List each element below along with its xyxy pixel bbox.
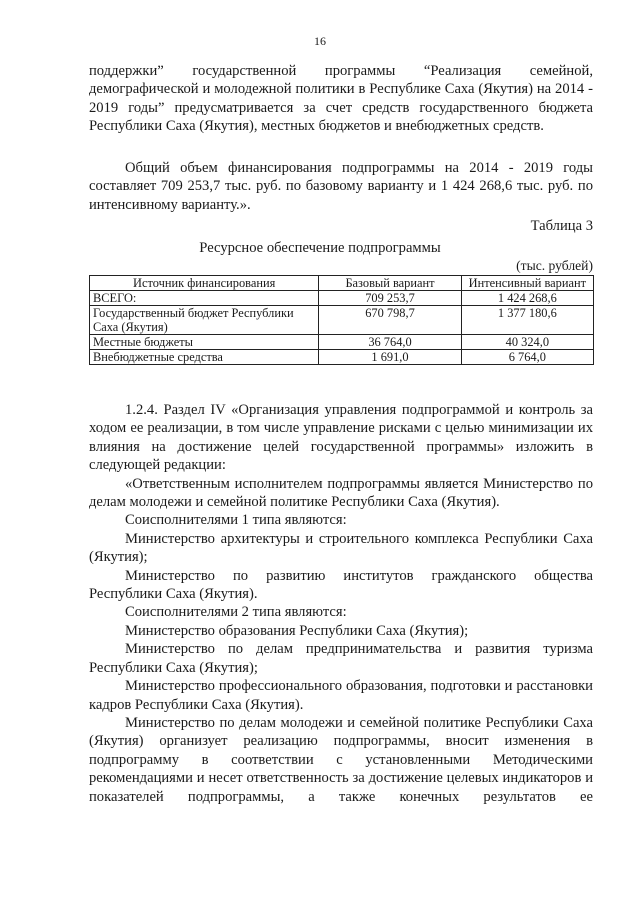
- resource-table: [89, 275, 594, 365]
- paragraph-responsible: «Ответственным исполнителем подпрограммы является Министерство по делам молодежи и семейной политике Республики Саха (Якутия).: [89, 475, 593, 511]
- table-unit: (тыс. рублей): [516, 258, 593, 273]
- paragraph-ministry-civil-society: Министерство по развитию институтов гражданского общества Республики Саха (Якутия).: [89, 567, 593, 603]
- paragraph-section-iv: 1.2.4. Раздел IV «Организация управления подпрограммой и контроль за ходом ее реализации, в том числе управление рисками с целью минимизации их влияния на достижение целей государственной программы» изложить в следующей редакции:: [89, 402, 593, 474]
- paragraph-coexec-type2: Соисполнителями 2 типа являются:: [125, 604, 347, 621]
- header-intensive: Интенсивный вариант: [461, 276, 593, 291]
- paragraph-ministry-education: Министерство образования Республики Саха (Якутия);: [125, 622, 469, 639]
- paragraph-ministry-business: Министерство по делам предпринимательства и развития туризма Республики Саха (Якутия);: [89, 641, 593, 676]
- header-base: Базовый вариант: [319, 276, 461, 291]
- table-row: [90, 291, 594, 306]
- table-row: [90, 350, 594, 365]
- table-header-row: [90, 276, 594, 291]
- section-body: [89, 401, 593, 806]
- table-row: [90, 335, 594, 350]
- row-source: Государственный бюджет Республики Саха (Якутия): [90, 306, 319, 335]
- row-base-value: 709 253,7: [319, 291, 461, 306]
- row-intensive-value: 40 324,0: [461, 335, 593, 350]
- row-intensive-value: 1 377 180,6: [461, 306, 593, 335]
- page-number: 16: [314, 34, 326, 48]
- row-source: Внебюджетные средства: [90, 350, 319, 365]
- table-title: Ресурсное обеспечение подпрограммы: [199, 240, 441, 256]
- header-source: Источник финансирования: [90, 276, 319, 291]
- row-source: ВСЕГО:: [90, 291, 319, 306]
- row-base-value: 1 691,0: [319, 350, 461, 365]
- paragraph-ministry-youth: Министерство по делам молодежи и семейной политике Республики Саха (Якутия) организует реализацию подпрограммы, вносит изменения в подпрограмму в соответствии с установленными Методическими рекомендациями и несет ответственность за достижение целевых индикаторов и показателей подпрограммы, а также конечных результатов ее: [89, 714, 593, 805]
- row-intensive-value: 1 424 268,6: [461, 291, 593, 306]
- funding-total-paragraph: [89, 159, 593, 214]
- table-number: Таблица 3: [530, 218, 593, 234]
- paragraph-funding-total: Общий объем финансирования подпрограммы на 2014 - 2019 годы составляет 709 253,7 тыс. руб. по базовому варианту и 1 424 268,6 тыс. руб. по интенсивному варианту.».: [89, 160, 593, 213]
- row-intensive-value: 6 764,0: [461, 350, 593, 365]
- paragraph-funding-sources: поддержки” государственной программы “Реализация семейной, демографической и молодежной политики в Республике Саха (Якутия) на 2014 - 2019 годы” предусматривается за счет средств государственного бюджета Республики Саха (Якутия), местных бюджетов и внебюджетных средств.: [89, 63, 593, 135]
- paragraph-ministry-professional: Министерство профессионального образования, подготовки и расстановки кадров Республики Саха (Якутия).: [89, 678, 593, 713]
- row-base-value: 670 798,7: [319, 306, 461, 335]
- paragraph-coexec-type1: Соисполнителями 1 типа являются:: [125, 512, 347, 529]
- paragraph-ministry-architecture: Министерство архитектуры и строительного комплекса Республики Саха (Якутия);: [89, 530, 593, 566]
- table-row: [90, 306, 594, 335]
- row-base-value: 36 764,0: [319, 335, 461, 350]
- funding-sources-paragraph: [89, 62, 593, 136]
- row-source: Местные бюджеты: [90, 335, 319, 350]
